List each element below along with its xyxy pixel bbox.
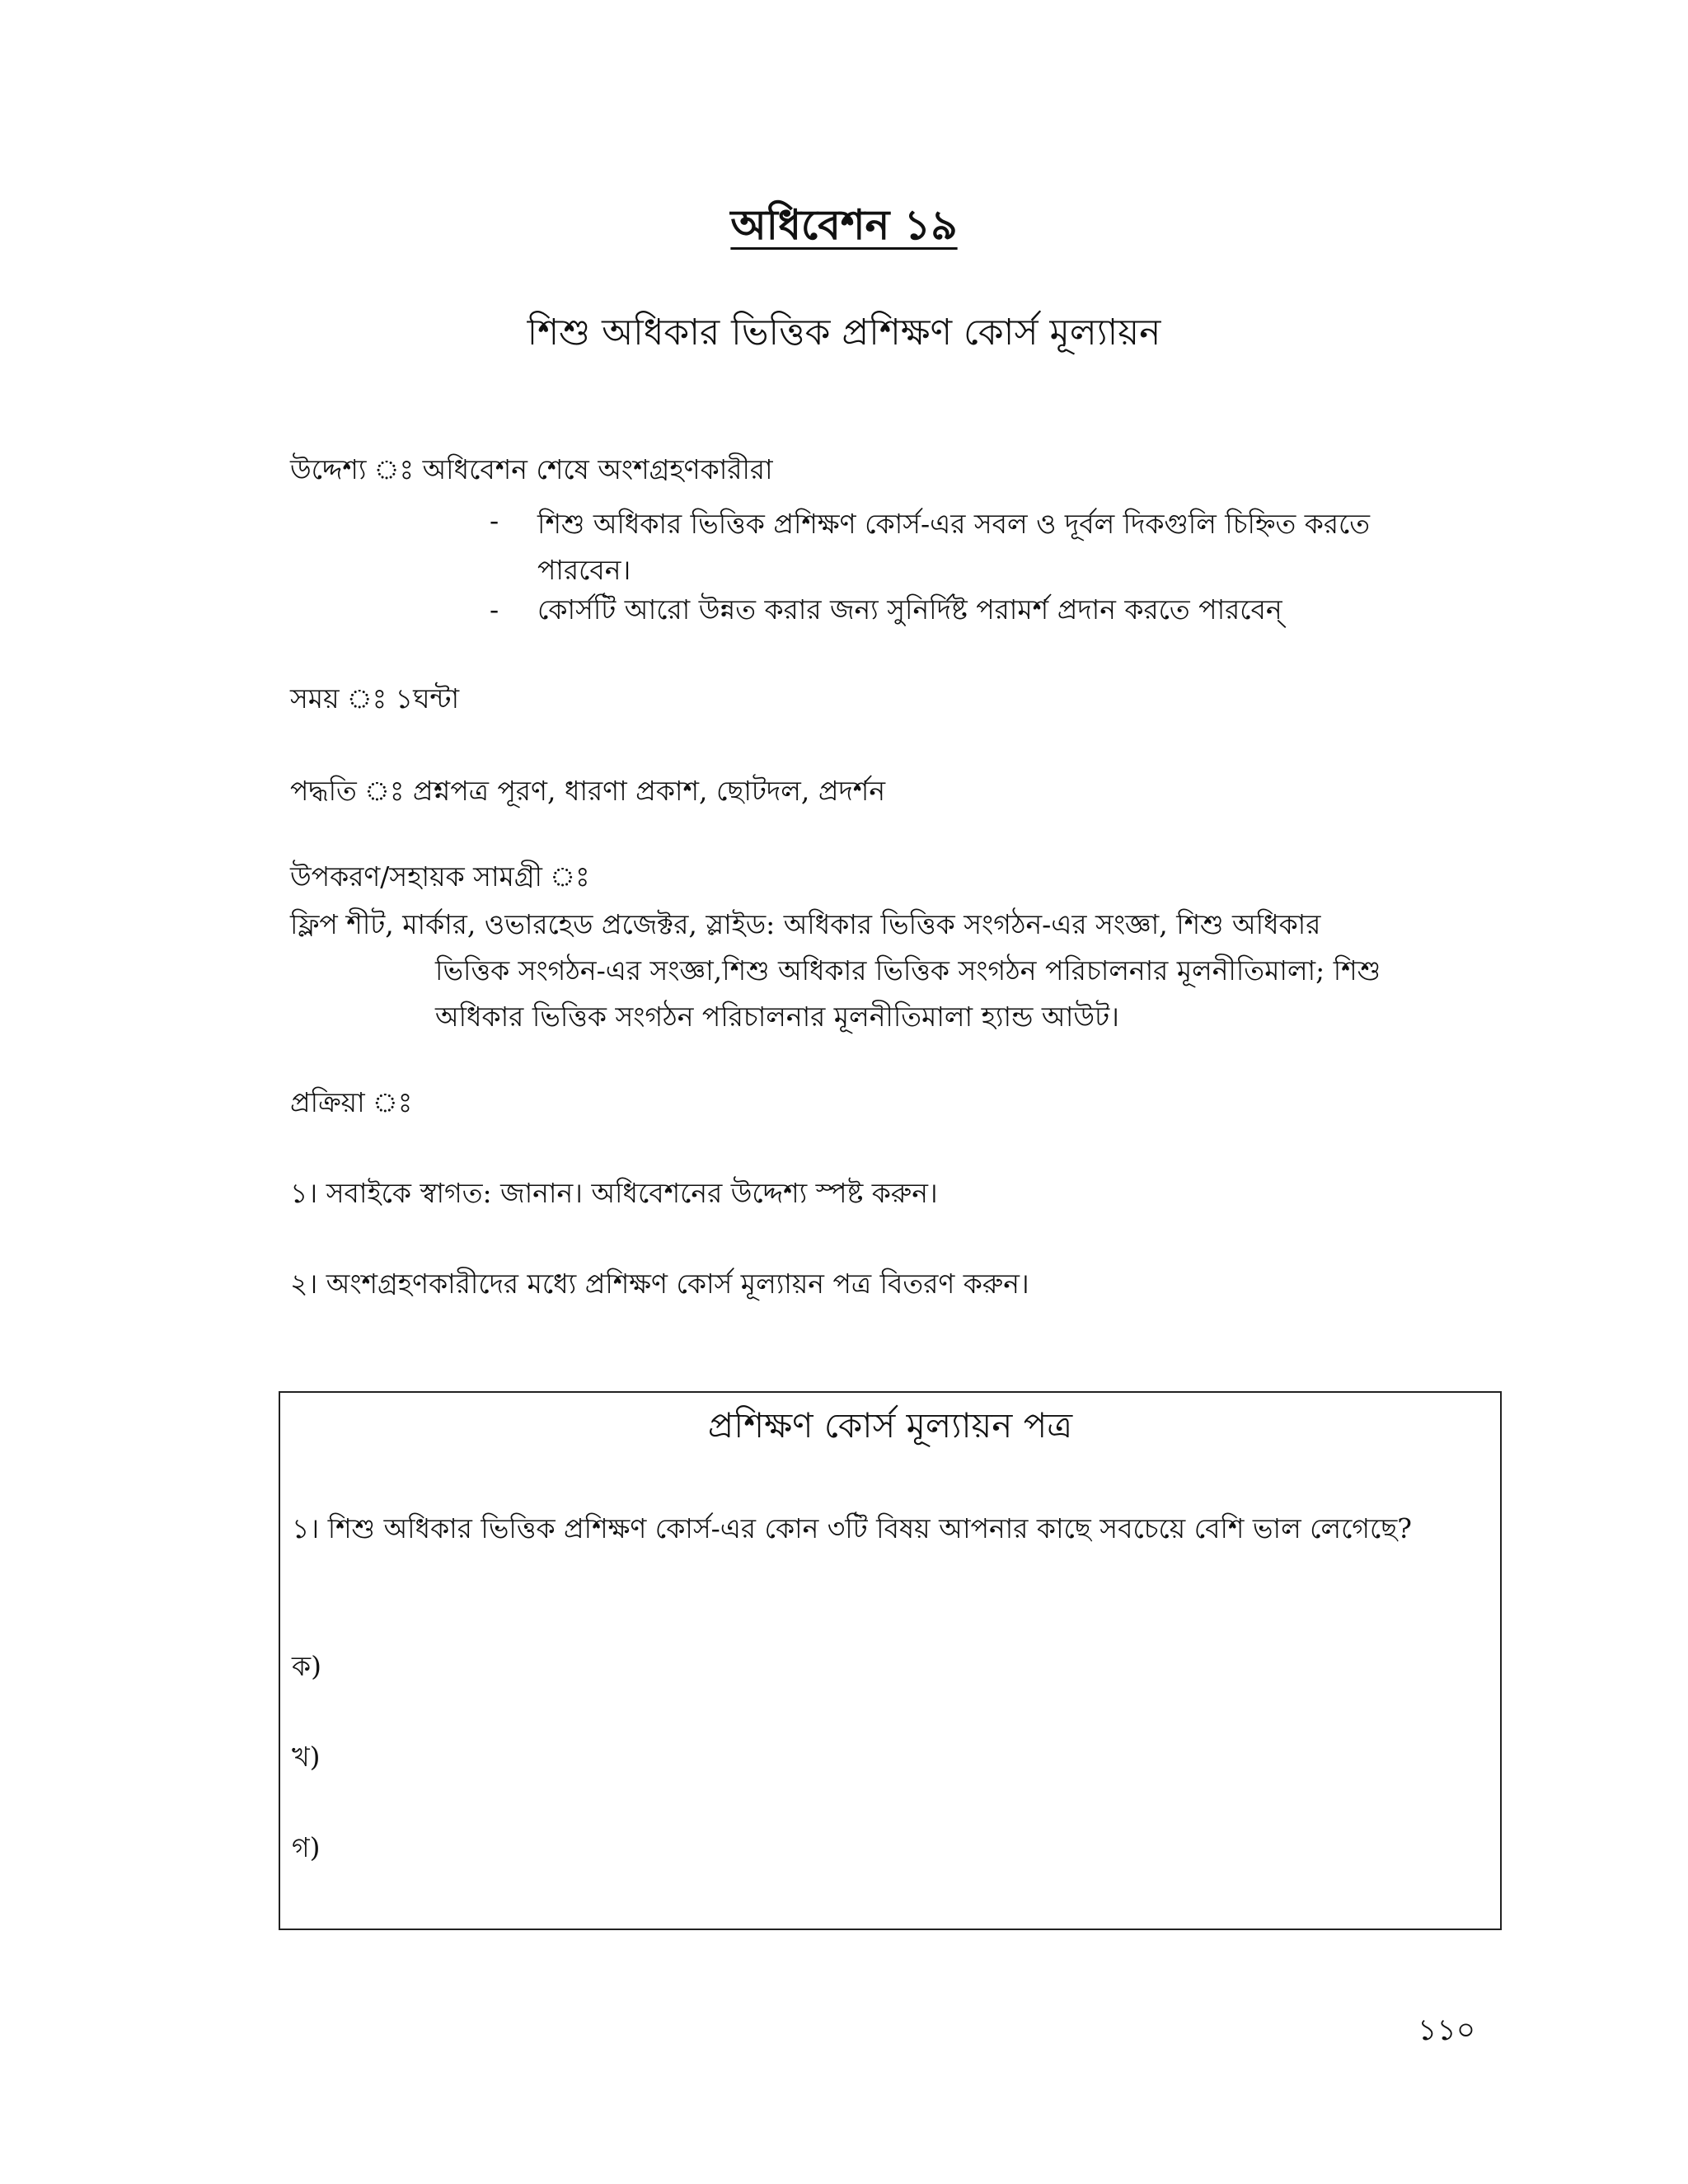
method-line: পদ্ধতি ঃ প্রশ্নপত্র পূরণ, ধারণা প্রকাশ, ছোটদল, প্রদর্শন — [290, 775, 886, 807]
materials-label: উপকরণ/সহায়ক সামগ্রী ঃ — [290, 860, 590, 893]
objective-bullet-dash: - — [490, 504, 499, 537]
process-step-2: ২। অংশগ্রহণকারীদের মধ্যে প্রশিক্ষণ কোর্স মূল্যায়ন পত্র বিতরণ করুন। — [290, 1268, 1029, 1300]
evaluation-form-box — [279, 1391, 1502, 1930]
evaluation-question: ১। শিশু অধিকার ভিত্তিক প্রশিক্ষণ কোর্স-এর কোন ৩টি বিষয় আপনার কাছে সবচেয়ে বেশি ভাল লেগেছে? — [292, 1512, 1412, 1544]
materials-continuation: ভিত্তিক সংগঠন-এর সংজ্ঞা,শিশু অধিকার ভিত্তিক সংগঠন পরিচালনার মূলনীতিমালা; শিশু অধিকার ভিত্তিক সংগঠন পরিচালনার মূলনীতিমালা হ্যান্ড আউট। — [435, 954, 1381, 1033]
objective-bullet-dash: - — [490, 593, 499, 626]
evaluation-form-title: প্রশিক্ষণ কোর্স মূল্যায়ন পত্র — [707, 1405, 1073, 1446]
page-number: ১১০ — [1418, 2013, 1476, 2047]
answer-option-kha: খ) — [292, 1741, 321, 1773]
session-title — [0, 196, 1688, 254]
process-step-1: ১। সবাইকে স্বাগত: জানান। অধিবেশনের উদ্দেশ্য স্পষ্ট করুন। — [290, 1177, 938, 1209]
materials-first-line: ফ্লিপ শীট, মার্কার, ওভারহেড প্রজেক্টর, স্লাইড: অধিকার ভিত্তিক সংগঠন-এর সংজ্ঞা, শিশু অধিকার — [290, 908, 1321, 940]
session-title-text: অধিবেশন ১৯ — [730, 200, 958, 249]
process-label: প্রক্রিয়া ঃ — [290, 1086, 413, 1118]
session-subtitle: শিশু অধিকার ভিত্তিক প্রশিক্ষণ কোর্স মূল্যায়ন — [527, 312, 1161, 354]
answer-option-ga: গ) — [292, 1831, 321, 1863]
objective-label: উদ্দেশ্য ঃ অধিবেশন শেষে অংশগ্রহণকারীরা — [290, 453, 773, 485]
materials-list — [290, 902, 1444, 1040]
time-line: সময় ঃ ১ঘন্টা — [290, 682, 460, 715]
answer-option-ka: ক) — [292, 1650, 321, 1682]
objective-item-1: শিশু অধিকার ভিত্তিক প্রশিক্ষণ কোর্স-এর সবল ও দূর্বল দিকগুলি চিহ্নিত করতে পারবেন। — [537, 508, 1371, 586]
objective-item-2: কোর্সটি আরো উন্নত করার জন্য সুনির্দিষ্ট পরামর্শ প্রদান করতে পারবেন্ — [537, 593, 1282, 626]
